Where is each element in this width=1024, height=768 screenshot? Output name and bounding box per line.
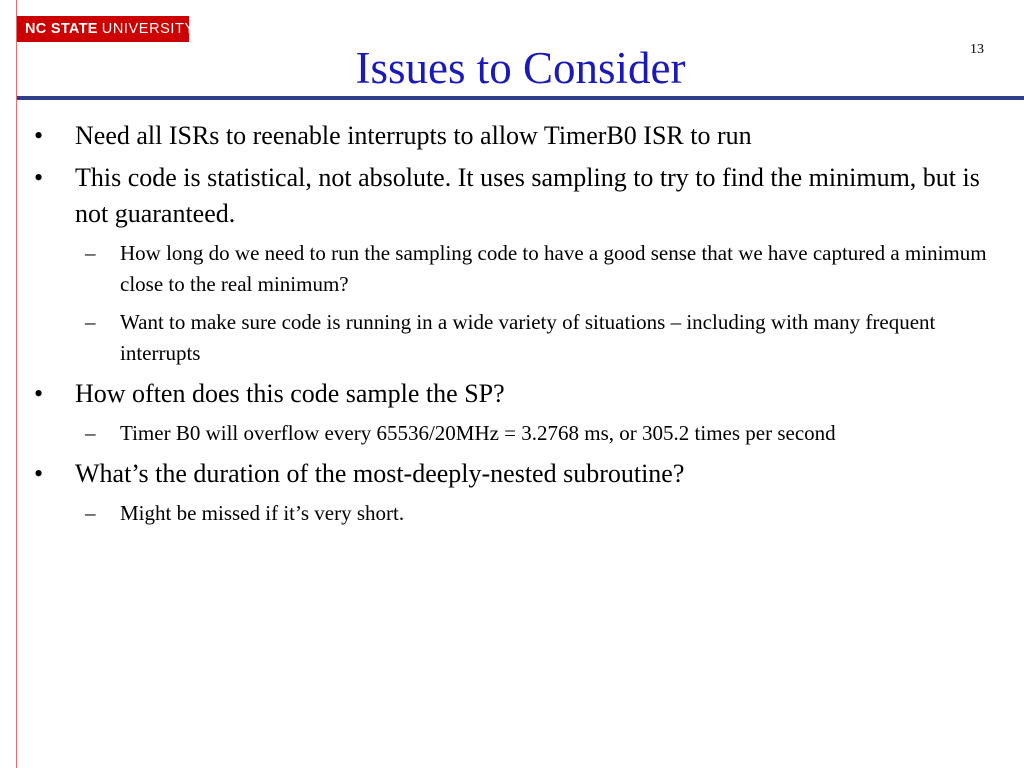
sub-bullet-item <box>27 498 1012 529</box>
sub-bullet-text: Timer B0 will overflow every 65536/20MHz = 3.2768 ms, or 305.2 times per second <box>120 421 836 445</box>
sub-bullet-marker: – <box>85 501 96 525</box>
sub-bullet-marker: – <box>85 310 96 334</box>
sub-bullet-text: Might be missed if it’s very short. <box>120 501 405 525</box>
slide-title: Issues to Consider <box>355 43 686 93</box>
logo-text-bold: NC STATE <box>25 21 98 37</box>
sub-bullet-item <box>27 418 1012 449</box>
sub-bullet-marker: – <box>85 241 96 265</box>
bullet-text: How often does this code sample the SP? <box>75 379 505 408</box>
bullet-marker: • <box>34 379 44 408</box>
bullet-text: This code is statistical, not absolute. It uses sampling to try to find the minimum, but is not guaranteed. <box>75 163 980 228</box>
logo-text-light: UNIVERSITY <box>101 21 195 37</box>
bullet-text: What’s the duration of the most-deeply-nested subroutine? <box>75 459 685 488</box>
sub-bullet-item <box>27 307 1012 369</box>
sub-bullet-marker: – <box>85 421 96 445</box>
bullet-list <box>27 118 1012 536</box>
sub-bullet-text: How long do we need to run the sampling code to have a good sense that we have captured a minimum close to the real minimum? <box>120 241 987 296</box>
bullet-text: Need all ISRs to reenable interrupts to allow TimerB0 ISR to run <box>75 121 752 150</box>
bullet-item <box>27 160 1012 232</box>
bullet-marker: • <box>34 459 44 488</box>
slide-number: 13 <box>970 42 984 57</box>
sub-bullet-text: Want to make sure code is running in a wide variety of situations – including with many frequent interrupts <box>120 310 936 365</box>
bullet-marker: • <box>34 121 44 150</box>
bullet-item <box>27 456 1012 492</box>
university-logo <box>17 16 195 42</box>
bullet-item <box>27 376 1012 412</box>
bullet-marker: • <box>34 163 44 192</box>
title-divider <box>17 96 1024 100</box>
left-border-line <box>16 0 17 768</box>
bullet-item <box>27 118 1012 154</box>
sub-bullet-item <box>27 238 1012 300</box>
